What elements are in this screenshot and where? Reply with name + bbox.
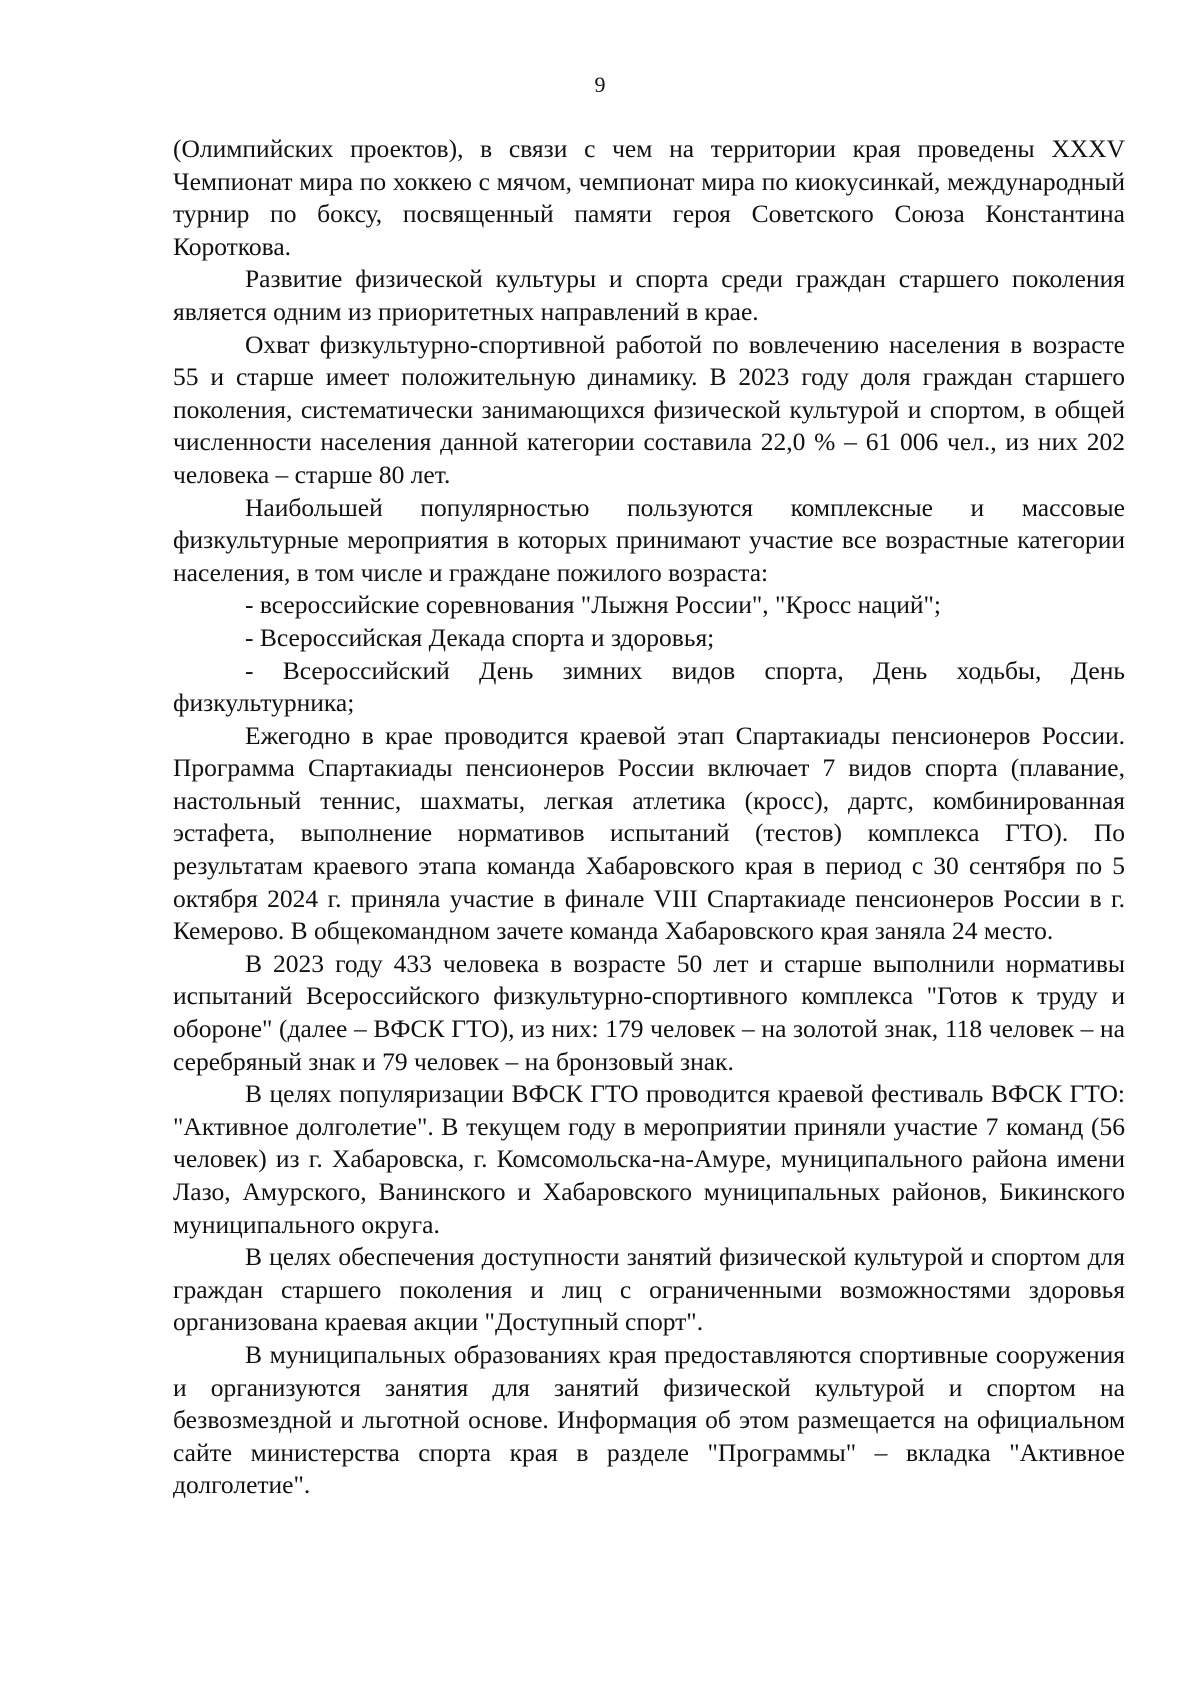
document-body [173, 133, 1125, 1502]
list-item-sport-days: - Всероссийский День зимних видов спорта, День ходьбы, День физкультурника; [173, 655, 1125, 718]
paragraph-coverage-statistics: Охват физкультурно-спортивной работой по вовлечению населения в возрасте 55 и старше имеет положительную динамику. В 2023 году доля граждан старшего поколения, систематически занимающихся физической культурой и спортом, в общей численности населения данной категории составила 22,0 % – 61 006 чел., из них 202 человека – старше 80 лет. [173, 329, 1125, 489]
paragraph-accessible-sport: В целях обеспечения доступности занятий физической культурой и спортом для граждан старшего поколения и лиц с ограниченными возможностями здоровья организована краевая акции "Доступный спорт". [173, 1242, 1125, 1337]
paragraph-gto-festival: В целях популяризации ВФСК ГТО проводится краевой фестиваль ВФСК ГТО: "Активное долголетие". В текущем году в мероприятии приняли участие 7 команд (56 человек) из г. Хабаровска, г. Комсомольска-на-Амуре, муниципального района имени Лазо, Амурского, Ванинского и Хабаровского муниципальных районов, Бикинского муниципального округа. [173, 1079, 1125, 1239]
list-item-ski-cross: - всероссийские соревнования "Лыжня России", "Кросс наций"; [245, 590, 941, 620]
paragraph-popular-events: Наибольшей популярностью пользуются комплексные и массовые физкультурные мероприятия в которых принимают участие все возрастные категории населения, в том числе и граждане пожилого возраста: [173, 492, 1125, 587]
list-item-sport-decade: - Всероссийская Декада спорта и здоровья; [245, 622, 715, 652]
paragraph-olympic-projects: (Олимпийских проектов), в связи с чем на территории края проведены XXXV Чемпионат мира по хоккею с мячом, чемпионат мира по киокусинкай, международный турнир по боксу, посвященный памяти героя Советского Союза Константина Короткова. [173, 134, 1125, 261]
page-number: 9 [594, 72, 606, 97]
paragraph-municipal-facilities: В муниципальных образованиях края предоставляются спортивные сооружения и организуются занятия для занятий физической культурой и спортом на безвозмездной и льготной основе. Информация об этом размещается на официальном сайте министерства спорта края в разделе "Программы" – вкладка "Активное долголетие". [173, 1339, 1125, 1500]
paragraph-spartakiad: Ежегодно в крае проводится краевой этап Спартакиады пенсионеров России. Программа Спартакиады пенсионеров России включает 7 видов спорта (плавание, настольный теннис, шахматы, легкая атлетика (кросс), дартс, комбинированная эстафета, выполнение нормативов испытаний (тестов) комплекса ГТО). По результатам краевого этапа команда Хабаровского края в период с 30 сентября по 5 октября 2024 г. приняла участие в финале VIII Спартакиаде пенсионеров России в г. Кемерово. В общекомандном зачете команда Хабаровского края заняла 24 место. [173, 720, 1125, 946]
paragraph-senior-sport-priority: Развитие физической культуры и спорта среди граждан старшего поколения является одним из приоритетных направлений в крае. [173, 264, 1125, 326]
paragraph-gto-norms: В 2023 году 433 человека в возрасте 50 лет и старше выполнили нормативы испытаний Всероссийского физкультурно-спортивного комплекса "Готов к труду и обороне" (далее – ВФСК ГТО), из них: 179 человек – на золотой знак, 118 человек – на серебряный знак и 79 человек – на бронзовый знак. [173, 948, 1125, 1076]
